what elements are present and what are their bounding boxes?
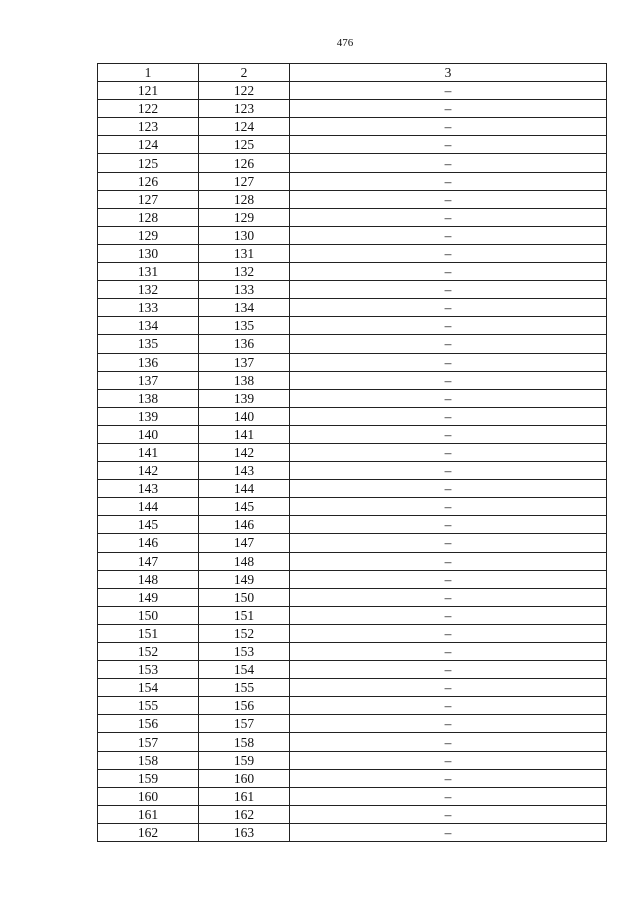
table-row	[98, 643, 607, 661]
table-cell-col-3: –	[290, 697, 607, 715]
table-cell-col-2: 133	[199, 281, 290, 299]
table-cell-col-2: 154	[199, 661, 290, 679]
table-row	[98, 353, 607, 371]
table-cell-col-1: 124	[98, 136, 199, 154]
table-row	[98, 661, 607, 679]
table-cell-col-1: 154	[98, 679, 199, 697]
table-row	[98, 697, 607, 715]
table-cell-col-1: 142	[98, 462, 199, 480]
table-cell-col-1: 161	[98, 805, 199, 823]
table-cell-col-1: 145	[98, 516, 199, 534]
table-cell-col-2: 145	[199, 498, 290, 516]
table-row	[98, 371, 607, 389]
table-cell-col-1: 146	[98, 534, 199, 552]
table-cell-col-1: 131	[98, 263, 199, 281]
table-cell-col-1: 121	[98, 82, 199, 100]
table-row	[98, 443, 607, 461]
table-cell-col-2: 137	[199, 353, 290, 371]
table-cell-col-3: –	[290, 389, 607, 407]
table-row	[98, 118, 607, 136]
table-cell-col-3: –	[290, 534, 607, 552]
table-row	[98, 552, 607, 570]
table-row	[98, 462, 607, 480]
table-cell-col-3: –	[290, 823, 607, 841]
table-cell-col-3: –	[290, 805, 607, 823]
table-cell-col-2: 157	[199, 715, 290, 733]
table-cell-col-1: 162	[98, 823, 199, 841]
table-cell-col-2: 132	[199, 263, 290, 281]
table-cell-col-2: 138	[199, 371, 290, 389]
table-row	[98, 335, 607, 353]
table-cell-col-3: –	[290, 751, 607, 769]
table-cell-col-2: 142	[199, 443, 290, 461]
table-cell-col-2: 139	[199, 389, 290, 407]
table-cell-col-1: 135	[98, 335, 199, 353]
table-cell-col-3: –	[290, 624, 607, 642]
table-cell-col-1: 125	[98, 154, 199, 172]
table-cell-col-3: –	[290, 190, 607, 208]
table-cell-col-3: –	[290, 100, 607, 118]
table-row	[98, 624, 607, 642]
table-cell-col-3: –	[290, 715, 607, 733]
table-cell-col-2: 148	[199, 552, 290, 570]
table-cell-col-2: 141	[199, 425, 290, 443]
table-cell-col-1: 134	[98, 317, 199, 335]
table-row	[98, 679, 607, 697]
table-row	[98, 82, 607, 100]
table-cell-col-1: 155	[98, 697, 199, 715]
table-cell-col-3: –	[290, 588, 607, 606]
table-cell-col-3: –	[290, 263, 607, 281]
table-cell-col-3: –	[290, 480, 607, 498]
table-cell-col-1: 123	[98, 118, 199, 136]
table-cell-col-3: –	[290, 787, 607, 805]
table-cell-col-1: 151	[98, 624, 199, 642]
table-cell-col-1: 159	[98, 769, 199, 787]
table-cell-col-1: 132	[98, 281, 199, 299]
table-cell-col-2: 151	[199, 606, 290, 624]
table-cell-col-1: 148	[98, 570, 199, 588]
table-row	[98, 606, 607, 624]
table-cell-col-1: 152	[98, 643, 199, 661]
table-cell-col-3: –	[290, 353, 607, 371]
table-cell-col-1: 122	[98, 100, 199, 118]
table-row	[98, 787, 607, 805]
table-cell-col-1: 157	[98, 733, 199, 751]
table-cell-col-2: 143	[199, 462, 290, 480]
table-cell-col-2: 126	[199, 154, 290, 172]
table-cell-col-1: 147	[98, 552, 199, 570]
table-cell-col-1: 129	[98, 226, 199, 244]
table-cell-col-2: 128	[199, 190, 290, 208]
table-cell-col-2: 125	[199, 136, 290, 154]
table-header-row	[98, 64, 607, 82]
table-row	[98, 100, 607, 118]
table-cell-col-2: 153	[199, 643, 290, 661]
table-cell-col-1: 133	[98, 299, 199, 317]
table-row	[98, 190, 607, 208]
table-cell-col-2: 123	[199, 100, 290, 118]
table-row	[98, 715, 607, 733]
table-cell-col-1: 136	[98, 353, 199, 371]
table-body	[98, 82, 607, 842]
table-cell-col-2: 150	[199, 588, 290, 606]
table-cell-col-3: –	[290, 299, 607, 317]
table-cell-col-2: 135	[199, 317, 290, 335]
table-cell-col-2: 129	[199, 208, 290, 226]
table-cell-col-1: 158	[98, 751, 199, 769]
table-cell-col-3: –	[290, 118, 607, 136]
table-cell-col-2: 136	[199, 335, 290, 353]
page-number: 476	[336, 37, 354, 49]
table-row	[98, 389, 607, 407]
table-cell-col-2: 134	[199, 299, 290, 317]
table-cell-col-1: 141	[98, 443, 199, 461]
table-row	[98, 299, 607, 317]
table-row	[98, 281, 607, 299]
table-row	[98, 516, 607, 534]
table-cell-col-1: 126	[98, 172, 199, 190]
column-header-3: 3	[290, 64, 607, 82]
table-cell-col-2: 130	[199, 226, 290, 244]
table-cell-col-1: 156	[98, 715, 199, 733]
column-header-2: 2	[199, 64, 290, 82]
table-cell-col-3: –	[290, 82, 607, 100]
table-row	[98, 244, 607, 262]
table-cell-col-1: 143	[98, 480, 199, 498]
table-row	[98, 172, 607, 190]
table-row	[98, 226, 607, 244]
table-cell-col-2: 131	[199, 244, 290, 262]
table-cell-col-3: –	[290, 371, 607, 389]
table-cell-col-3: –	[290, 335, 607, 353]
table-cell-col-2: 163	[199, 823, 290, 841]
table-cell-col-3: –	[290, 516, 607, 534]
table-cell-col-1: 137	[98, 371, 199, 389]
table-row	[98, 263, 607, 281]
table-row	[98, 136, 607, 154]
table-cell-col-3: –	[290, 661, 607, 679]
table-cell-col-2: 122	[199, 82, 290, 100]
table-cell-col-2: 159	[199, 751, 290, 769]
table-cell-col-3: –	[290, 570, 607, 588]
column-header-1: 1	[98, 64, 199, 82]
table-cell-col-1: 153	[98, 661, 199, 679]
table-row	[98, 588, 607, 606]
table-cell-col-3: –	[290, 136, 607, 154]
table-row	[98, 570, 607, 588]
table-cell-col-2: 158	[199, 733, 290, 751]
table-row	[98, 498, 607, 516]
table-cell-col-3: –	[290, 498, 607, 516]
table-cell-col-1: 160	[98, 787, 199, 805]
table-cell-col-2: 127	[199, 172, 290, 190]
table-cell-col-3: –	[290, 606, 607, 624]
table-row	[98, 407, 607, 425]
table-cell-col-3: –	[290, 425, 607, 443]
data-table	[97, 63, 607, 842]
table-cell-col-3: –	[290, 643, 607, 661]
table-row	[98, 751, 607, 769]
table-cell-col-2: 162	[199, 805, 290, 823]
table-cell-col-3: –	[290, 733, 607, 751]
table-row	[98, 208, 607, 226]
table-cell-col-3: –	[290, 552, 607, 570]
table-row	[98, 154, 607, 172]
table-cell-col-2: 124	[199, 118, 290, 136]
table-cell-col-3: –	[290, 769, 607, 787]
table-cell-col-1: 128	[98, 208, 199, 226]
table-row	[98, 317, 607, 335]
table-cell-col-2: 149	[199, 570, 290, 588]
table-row	[98, 534, 607, 552]
table-row	[98, 805, 607, 823]
table-cell-col-2: 161	[199, 787, 290, 805]
table-row	[98, 823, 607, 841]
table-cell-col-1: 127	[98, 190, 199, 208]
table-cell-col-3: –	[290, 679, 607, 697]
table-cell-col-3: –	[290, 154, 607, 172]
table-row	[98, 733, 607, 751]
table-cell-col-3: –	[290, 226, 607, 244]
table-cell-col-3: –	[290, 443, 607, 461]
table-cell-col-1: 130	[98, 244, 199, 262]
table-cell-col-2: 144	[199, 480, 290, 498]
table-cell-col-1: 144	[98, 498, 199, 516]
table-cell-col-1: 150	[98, 606, 199, 624]
table-cell-col-2: 155	[199, 679, 290, 697]
table-cell-col-2: 156	[199, 697, 290, 715]
table-cell-col-3: –	[290, 172, 607, 190]
table-cell-col-3: –	[290, 208, 607, 226]
table-cell-col-1: 138	[98, 389, 199, 407]
table-cell-col-2: 152	[199, 624, 290, 642]
table-row	[98, 769, 607, 787]
table-cell-col-3: –	[290, 244, 607, 262]
table-cell-col-2: 140	[199, 407, 290, 425]
table-cell-col-2: 146	[199, 516, 290, 534]
table-cell-col-1: 139	[98, 407, 199, 425]
table-cell-col-1: 140	[98, 425, 199, 443]
table-cell-col-1: 149	[98, 588, 199, 606]
table-cell-col-2: 147	[199, 534, 290, 552]
table-cell-col-3: –	[290, 317, 607, 335]
table-row	[98, 425, 607, 443]
table-cell-col-3: –	[290, 407, 607, 425]
table-row	[98, 480, 607, 498]
table-cell-col-3: –	[290, 281, 607, 299]
table-cell-col-3: –	[290, 462, 607, 480]
table-cell-col-2: 160	[199, 769, 290, 787]
